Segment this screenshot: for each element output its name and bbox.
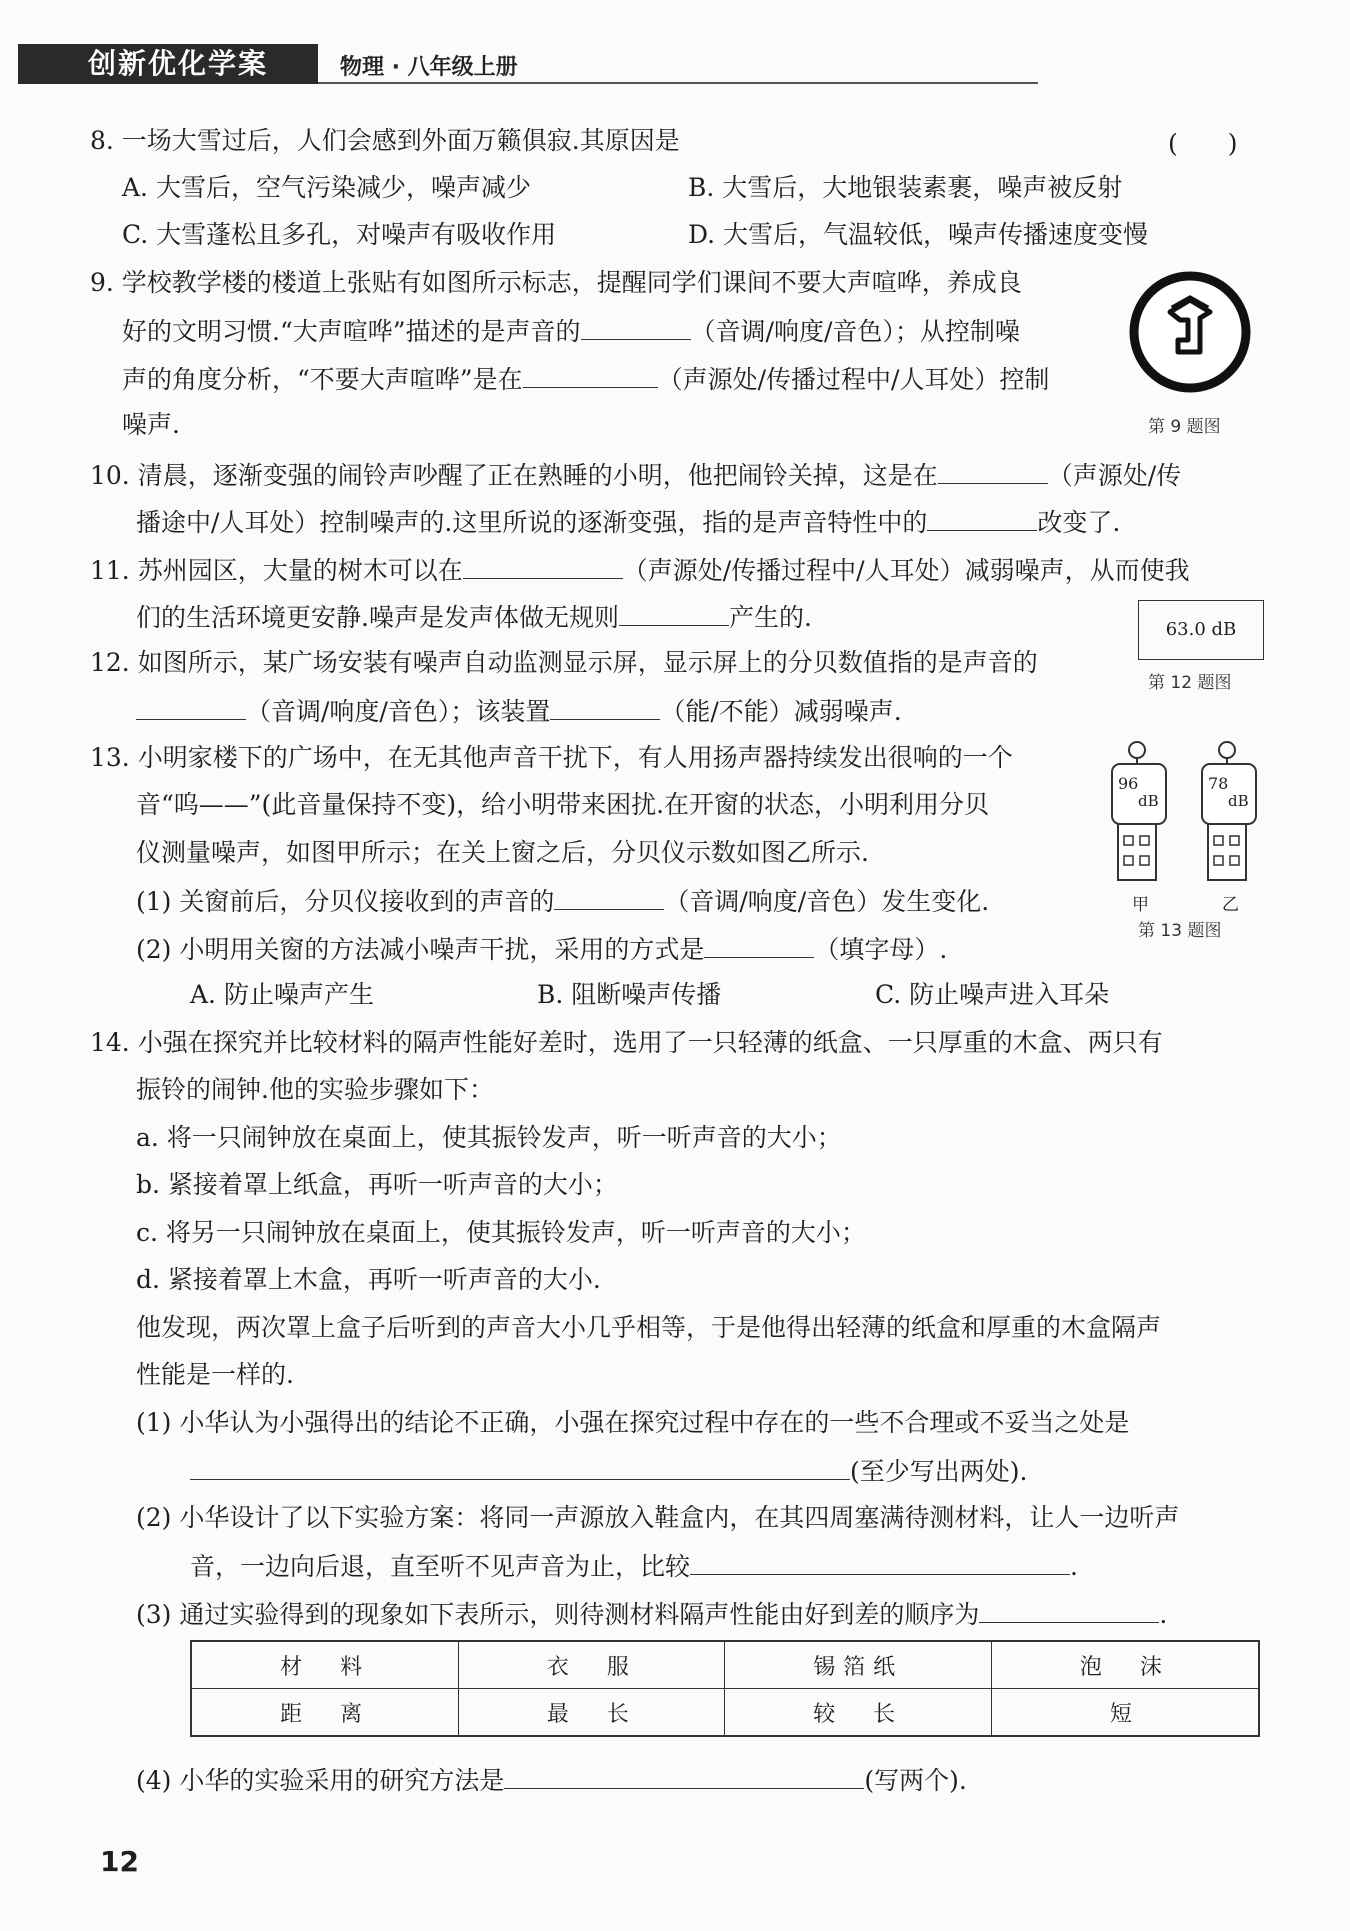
q14-finding-1: 他发现，两次罩上盒子后听到的声音大小几乎相等，于是他得出轻薄的纸盒和厚重的木盒隔声 xyxy=(136,1313,1162,1342)
q14-step-c: c. 将另一只闹钟放在桌面上，使其振铃发声，听一听声音的大小； xyxy=(136,1218,866,1247)
q10-line-1: 10. 清晨，逐渐变强的闹铃声吵醒了正在熟睡的小明，他把闹铃关掉，这是在 （声源处/传 xyxy=(90,457,1181,493)
q9-figure-caption: 第 9 题图 xyxy=(1148,417,1221,437)
q8-option-c: C. 大雪蓬松且多孔，对噪声有吸收作用 xyxy=(122,220,557,249)
q14-line-2: 振铃的闹钟.他的实验步骤如下： xyxy=(136,1075,494,1104)
q13-blank-1[interactable] xyxy=(554,883,664,910)
q12-figure-caption: 第 12 题图 xyxy=(1148,673,1232,693)
table-cell: 距 离 xyxy=(191,1689,459,1737)
q14-step-b: b. 紧接着罩上纸盒，再听一听声音的大小； xyxy=(136,1170,618,1199)
q14-part-1-answer: (至少写出两处). xyxy=(190,1453,1027,1489)
quiet-sign-icon xyxy=(1128,270,1252,394)
q12-blank-2[interactable] xyxy=(550,693,660,720)
table-cell: 最 长 xyxy=(459,1689,725,1737)
q13-option-c: C. 防止噪声进入耳朵 xyxy=(875,980,1110,1009)
meter-b-unit: dB xyxy=(1228,792,1249,810)
q12-blank-1[interactable] xyxy=(136,693,246,720)
brand-banner xyxy=(18,44,318,84)
table-cell: 锡箔纸 xyxy=(725,1641,991,1689)
page-header xyxy=(18,44,1028,84)
meter-a-value: 96 xyxy=(1118,774,1139,793)
table-cell: 较 长 xyxy=(725,1689,991,1737)
table-cell: 衣 服 xyxy=(459,1641,725,1689)
q11-blank-1[interactable] xyxy=(463,552,623,579)
table-cell: 材 料 xyxy=(191,1641,459,1689)
brand-title: 创新优化学案 xyxy=(88,47,269,80)
q11-line-2: 们的生活环境更安静.噪声是发声体做无规则 产生的. xyxy=(136,599,812,635)
table-row xyxy=(191,1689,1259,1737)
q14-finding-2: 性能是一样的. xyxy=(136,1360,294,1389)
table-row xyxy=(191,1641,1259,1689)
q14-step-a: a. 将一只闹钟放在桌面上，使其振铃发声，听一听声音的大小； xyxy=(136,1123,842,1152)
table-cell: 短 xyxy=(991,1689,1259,1737)
q8-option-d: D. 大雪后，气温较低，噪声传播速度变慢 xyxy=(688,220,1149,249)
q13-figure-caption: 第 13 题图 xyxy=(1138,921,1222,941)
q14-blank-1[interactable] xyxy=(190,1453,850,1480)
q10-blank-1[interactable] xyxy=(938,457,1048,484)
q13-blank-2[interactable] xyxy=(704,931,814,958)
material-distance-table xyxy=(190,1640,1260,1737)
q8-answer-paren[interactable]: ( ) xyxy=(1168,129,1238,158)
q10-blank-2[interactable] xyxy=(927,504,1037,531)
q14-step-d: d. 紧接着罩上木盒，再听一听声音的大小. xyxy=(136,1265,601,1294)
header-rule xyxy=(318,82,1038,84)
q14-part-1: (1) 小华认为小强得出的结论不正确，小强在探究过程中存在的一些不合理或不妥当之处是 xyxy=(136,1408,1130,1437)
meter-b-label: 乙 xyxy=(1222,895,1239,915)
q9-blank-1[interactable] xyxy=(581,313,691,340)
meter-a-unit: dB xyxy=(1138,792,1159,810)
q14-line-1: 14. 小强在探究并比较材料的隔声性能好差时，选用了一只轻薄的纸盒、一只厚重的木盒、两只有 xyxy=(90,1028,1163,1057)
q13-sub-2: (2) 小明用关窗的方法减小噪声干扰，采用的方式是 （填字母）. xyxy=(136,931,947,967)
q9-line-2: 好的文明习惯.“大声喧哗”描述的是声音的 （音调/响度/音色）；从控制噪 xyxy=(122,313,1020,349)
q8-option-a: A. 大雪后，空气污染减少，噪声减少 xyxy=(122,173,531,202)
q9-line-3: 声的角度分析，“不要大声喧哗”是在 （声源处/传播过程中/人耳处）控制 xyxy=(122,361,1049,397)
q13-sub-1: (1) 关窗前后，分贝仪接收到的声音的 （音调/响度/音色）发生变化. xyxy=(136,883,989,919)
decibel-meter-icons xyxy=(1110,740,1270,890)
noise-display-screen: 63.0 dB xyxy=(1138,600,1264,660)
q12-line-1: 12. 如图所示，某广场安装有噪声自动监测显示屏，显示屏上的分贝数值指的是声音的 xyxy=(90,648,1038,677)
q14-part-2: (2) 小华设计了以下实验方案：将同一声源放入鞋盒内，在其四周塞满待测材料，让人一边听声 xyxy=(136,1503,1180,1532)
q10-line-2: 播途中/人耳处）控制噪声的.这里所说的逐渐变强，指的是声音特性中的 改变了. xyxy=(136,504,1120,540)
q14-blank-2[interactable] xyxy=(690,1548,1070,1575)
q13-line-2: 音“呜——”(此音量保持不变)，给小明带来困扰.在开窗的状态，小明利用分贝 xyxy=(136,790,990,819)
q14-part-4: (4) 小华的实验采用的研究方法是 (写两个). xyxy=(136,1762,967,1798)
q9-line-1: 9. 学校教学楼的楼道上张贴有如图所示标志，提醒同学们课间不要大声喧哗，养成良 xyxy=(90,268,1022,297)
q14-blank-4[interactable] xyxy=(504,1762,864,1789)
q8-option-b: B. 大雪后，大地银装素裹，噪声被反射 xyxy=(688,173,1123,202)
q12-line-2: （音调/响度/音色）；该装置 （能/不能）减弱噪声. xyxy=(136,693,902,729)
table-cell: 泡 沫 xyxy=(991,1641,1259,1689)
q9-line-4: 噪声. xyxy=(122,410,180,439)
q11-blank-2[interactable] xyxy=(619,599,729,626)
q9-blank-2[interactable] xyxy=(523,361,658,388)
page-number: 12 xyxy=(100,1845,139,1878)
decibel-meters-figure xyxy=(1110,740,1270,950)
q13-option-a: A. 防止噪声产生 xyxy=(190,980,374,1009)
meter-a-label: 甲 xyxy=(1132,895,1149,915)
q14-part-3: (3) 通过实验得到的现象如下表所示，则待测材料隔声性能由好到差的顺序为 . xyxy=(136,1596,1167,1632)
q13-line-1: 13. 小明家楼下的广场中，在无其他声音干扰下，有人用扬声器持续发出很响的一个 xyxy=(90,743,1013,772)
q14-blank-3[interactable] xyxy=(979,1596,1159,1623)
subject-title: 物理 · 八年级上册 xyxy=(340,55,518,80)
q14-part-2-cont: 音，一边向后退，直至听不见声音为止，比较 . xyxy=(190,1548,1078,1584)
meter-b-value: 78 xyxy=(1208,774,1229,793)
q13-line-3: 仪测量噪声，如图甲所示；在关上窗之后，分贝仪示数如图乙所示. xyxy=(136,838,869,867)
q11-line-1: 11. 苏州园区，大量的树木可以在 （声源处/传播过程中/人耳处）减弱噪声，从而使我 xyxy=(90,552,1190,588)
q13-option-b: B. 阻断噪声传播 xyxy=(537,980,722,1009)
q8-stem: 8. 一场大雪过后，人们会感到外面万籁俱寂.其原因是 xyxy=(90,126,680,155)
